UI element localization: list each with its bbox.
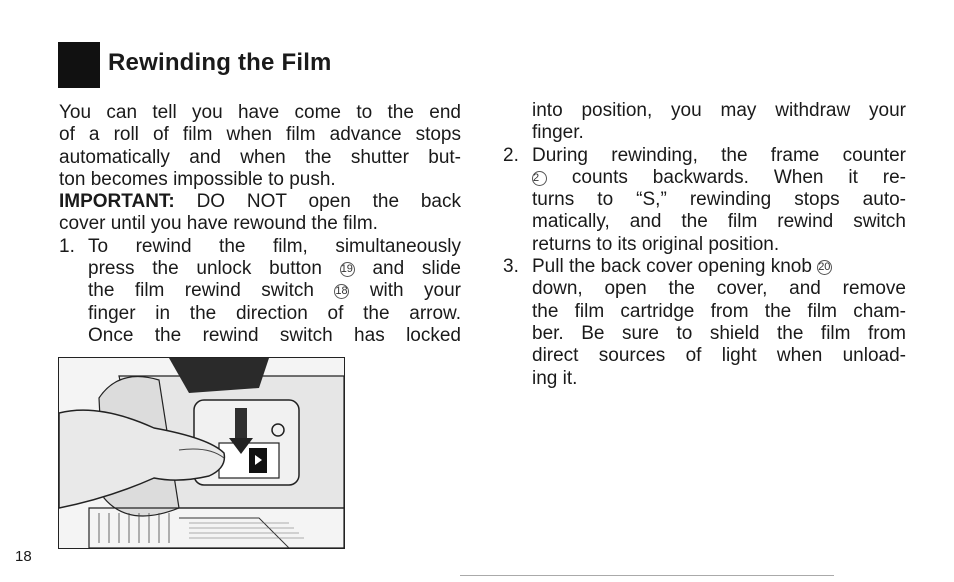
heading-marker [58,42,100,88]
body-line: Pull the back cover opening knob 20 [532,256,831,278]
body-line: turns to “S,” rewinding stops auto- [532,189,906,211]
camera-illustration [58,357,345,549]
body-line: automatically and when the shutter but- [59,146,461,168]
reference-number: 20 [818,261,831,274]
step-1 [59,236,461,347]
body-line: ber. Be sure to shield the film from [532,322,906,344]
left-column [59,102,461,347]
reference-number: 18 [335,285,348,298]
body-line: press the unlock button 19 and slide [88,258,461,280]
step-number: 3. [503,256,519,278]
body-line: finger. [532,122,584,144]
body-line: You can tell you have come to the end [59,102,461,123]
body-line: the film rewind switch 18 with your [88,280,461,302]
body-line: To rewind the film, simultaneously [88,235,461,257]
body-line: ing it. [532,367,578,389]
body-line: finger in the direction of the arrow. [88,302,461,324]
step-2 [503,145,906,256]
important-line [59,191,461,213]
body-line: matically, and the film rewind switch [532,211,906,233]
reference-number: 2 [532,171,547,186]
body-line: ton becomes impossible to push. [59,168,336,190]
body-line: direct sources of light when unload- [532,345,906,367]
important-text: DO NOT open the back [174,191,461,213]
step-number: 2. [503,144,519,166]
page-title: Rewinding the Film [108,49,332,76]
body-line: the film cartridge from the film cham- [532,300,906,322]
reference-number: 19 [340,263,353,276]
body-line: into position, you may withdraw your [532,100,906,121]
bottom-rule [460,575,834,576]
right-column [503,100,906,390]
important-label: IMPORTANT: [59,191,175,213]
step-3 [503,256,906,390]
body-line: Once the rewind switch has locked [88,324,461,346]
body-line: of a roll of film when film advance stops [59,124,461,146]
body-line: returns to its original position. [532,233,780,255]
body-line: 2 counts backwards. When it re- [533,166,906,188]
body-line: cover until you have rewound the film. [59,213,378,235]
body-line: During rewinding, the frame counter [532,144,906,166]
camera-rewind-illustration [59,358,344,548]
page-number: 18 [15,548,32,565]
step-number: 1. [59,235,75,257]
body-line: down, open the cover, and remove [532,278,906,300]
